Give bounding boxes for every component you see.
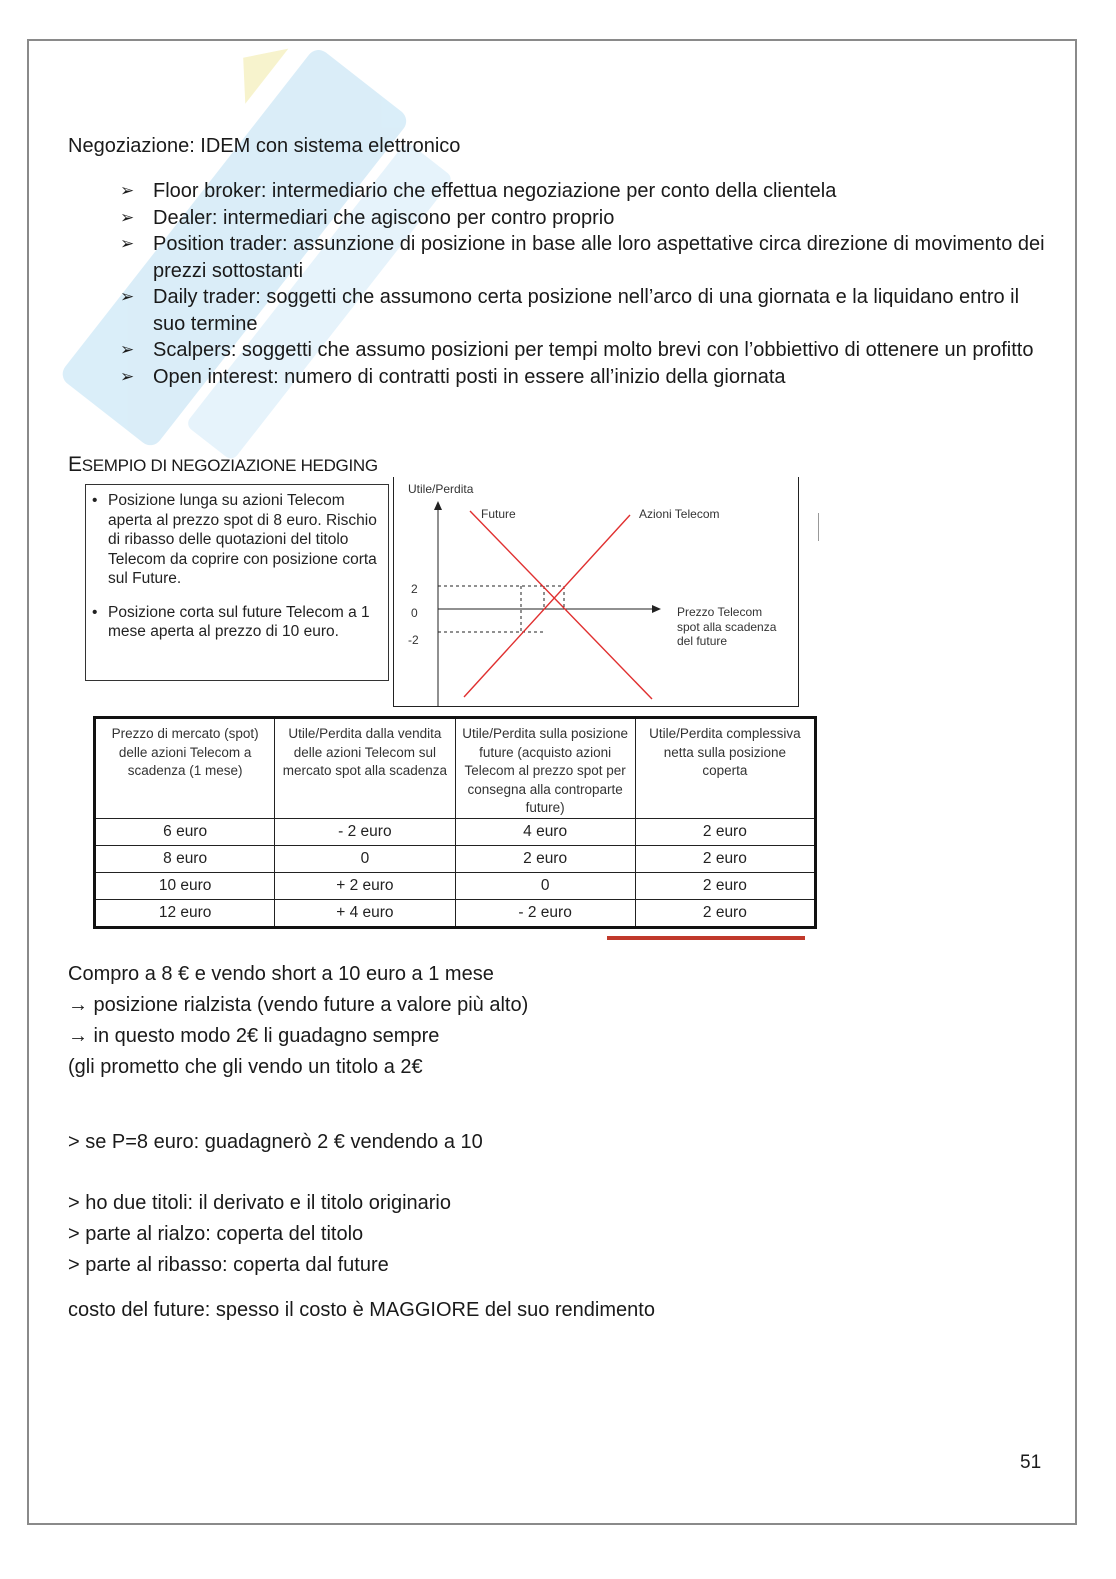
arrow-bullet-icon: ➢ [120,366,135,386]
note-line: → in questo modo 2€ li guadagno sempre [68,1025,440,1047]
table-cell: 0 [455,872,635,899]
intro-line: Negoziazione: IDEM con sistema elettronico [68,135,461,157]
table-cell: + 4 euro [275,899,455,927]
y-axis-label: Utile/Perdita [408,482,474,496]
note-line: costo del future: spesso il costo è MAGGIORE del suo rendimento [68,1299,655,1321]
table-row [95,872,816,899]
x-axis-arrow-icon [652,605,661,613]
table-header-cell: Utile/Perdita complessiva netta sulla posizione coperta [635,718,815,819]
table-cell: 6 euro [95,818,275,845]
table-cell: 2 euro [635,818,815,845]
note-line: > ho due titoli: il derivato e il titolo originario [68,1192,451,1214]
x-axis-label: del future [677,634,728,648]
table-cell: 10 euro [95,872,275,899]
y-tick-label: -2 [408,633,419,647]
hedging-table [93,716,817,929]
arrow-bullet-icon: ➢ [120,287,135,306]
table-cell: + 2 euro [275,872,455,899]
stock-series-line [464,515,630,697]
table-cell: 2 euro [635,845,815,872]
divider [818,513,819,541]
arrow-bullet-icon: ➢ [120,207,135,227]
table-cell: 0 [275,845,455,872]
hedging-description-box [85,484,389,681]
table-row [95,899,816,927]
hedging-chart [393,477,799,707]
note-line: > parte al ribasso: coperta dal future [68,1254,389,1276]
table-header-cell: Prezzo di mercato (spot) delle azioni Telecom a scadenza (1 mese) [95,718,275,819]
list-item: ➢ Position trader: assunzione di posizione in base alle loro aspettative circa direzione di movimento dei prezzi sottostanti [120,233,1045,282]
note-line: (gli prometto che gli vendo un titolo a 2€ [68,1056,423,1078]
arrow-bullet-icon: ➢ [120,234,135,253]
y-tick-label: 2 [411,582,418,596]
list-item: • Posizione lunga su azioni Telecom aperta al prezzo spot di 8 euro. Rischio di ribasso delle quotazioni del titolo Telecom da coprire con posizione corta sul Future. [92,492,377,587]
series-label-future: Future [481,507,516,521]
future-series-line [470,511,652,699]
note-line: → posizione rialzista (vendo future a valore più alto) [68,994,529,1016]
bullet-list [120,178,1050,390]
y-axis-arrow-icon [434,501,442,510]
arrow-bullet-icon: ➢ [120,340,135,359]
table-cell: 2 euro [635,899,815,927]
series-label-stock: Azioni Telecom [639,507,720,521]
note-line: > se P=8 euro: guadagnerò 2 € vendendo a 10 [68,1131,483,1153]
table-cell: 2 euro [455,845,635,872]
list-item: • Posizione corta sul future Telecom a 1 mese aperta al prezzo di 10 euro. [92,603,370,640]
table-cell: - 2 euro [275,818,455,845]
table-header-cell: Utile/Perdita sulla posizione future (acquisto azioni Telecom al prezzo spot per consegna alla controparte future) [455,718,635,819]
table-cell: 4 euro [455,818,635,845]
note-line: > parte al rialzo: coperta del titolo [68,1223,364,1245]
list-item: ➢ Open interest: numero di contratti posti in essere all’inizio della giornata [120,364,1050,391]
page-number: 51 [1020,1452,1042,1473]
x-axis-label: Prezzo Telecom [677,605,763,619]
red-underline [607,936,805,940]
list-item: ➢ Dealer: intermediari che agiscono per contro proprio [120,205,1050,232]
arrow-bullet-icon: ➢ [120,181,135,200]
list-item: ➢ Daily trader: soggetti che assumono certa posizione nell’arco di una giornata e la liquidano entro il suo termine [120,286,1020,335]
table-row [95,818,816,845]
table-cell: - 2 euro [455,899,635,927]
section-heading: ESEMPIO DI NEGOZIAZIONE HEDGING [68,453,378,476]
table-cell: 8 euro [95,845,275,872]
table-cell: 12 euro [95,899,275,927]
list-item: ➢ Floor broker: intermediario che effettua negoziazione per conto della clientela [120,178,1050,205]
table-header-cell: Utile/Perdita dalla vendita delle azioni Telecom sul mercato spot alla scadenza [275,718,455,819]
chart-svg [394,477,800,707]
note-line: Compro a 8 € e vendo short a 10 euro a 1 mese [68,963,494,985]
table-row [95,845,816,872]
x-axis-label: spot alla scadenza [677,620,777,634]
table-cell: 2 euro [635,872,815,899]
list-item: ➢ Scalpers: soggetti che assumo posizioni per tempi molto brevi con l’obbiettivo di ottenere un profitto [120,337,1050,364]
y-tick-label: 0 [411,606,418,620]
